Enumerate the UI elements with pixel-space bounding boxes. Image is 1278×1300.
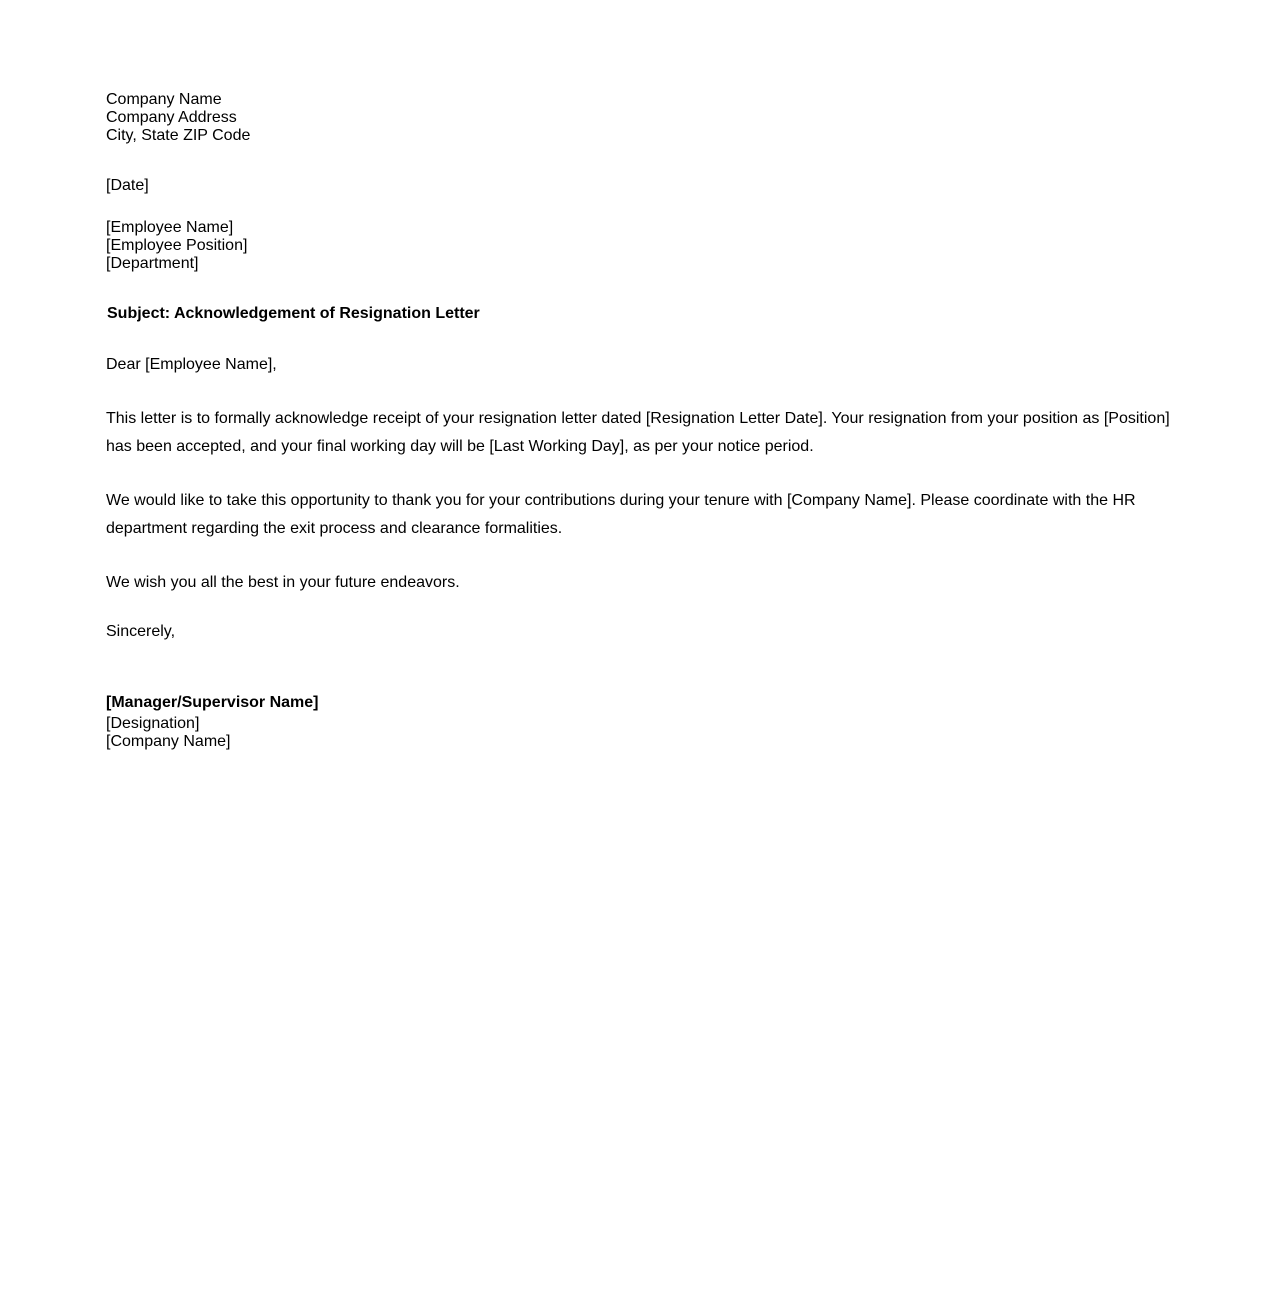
subject-line: Subject: Acknowledgement of Resignation Letter (107, 305, 480, 322)
signature-designation: [Designation] (106, 714, 200, 732)
body-paragraph-thanks: We would like to take this opportunity to thank you for your contributions during your tenure with [Company Name]. Please coordinate with the HR department regarding the exit process and clearance formalities. (106, 492, 1136, 537)
letter-date: [Date] (106, 177, 149, 194)
sender-address (106, 91, 1186, 145)
letter-page (106, 91, 1186, 751)
body-paragraph-acknowledgement: This letter is to formally acknowledge receipt of your resignation letter dated [Resignation Letter Date]. Your resignation from your position as [Position] has been accepted, and your final working day will be [Last Working Day], as per your notice period. (106, 410, 1170, 455)
body-paragraph-wishes: We wish you all the best in your future endeavors. (106, 574, 460, 591)
sender-city-state-zip: City, State ZIP Code (106, 127, 251, 144)
sender-company-address: Company Address (106, 109, 237, 126)
recipient-department: [Department] (106, 255, 199, 272)
recipient-block (106, 219, 1186, 273)
signature-name: [Manager/Supervisor Name] (106, 693, 319, 711)
signature-company: [Company Name] (106, 732, 231, 750)
closing: Sincerely, (106, 622, 176, 640)
signature-details (106, 715, 1186, 751)
greeting: Dear [Employee Name], (106, 356, 277, 373)
sender-company-name: Company Name (106, 91, 222, 108)
recipient-position: [Employee Position] (106, 237, 248, 254)
recipient-name: [Employee Name] (106, 219, 234, 236)
